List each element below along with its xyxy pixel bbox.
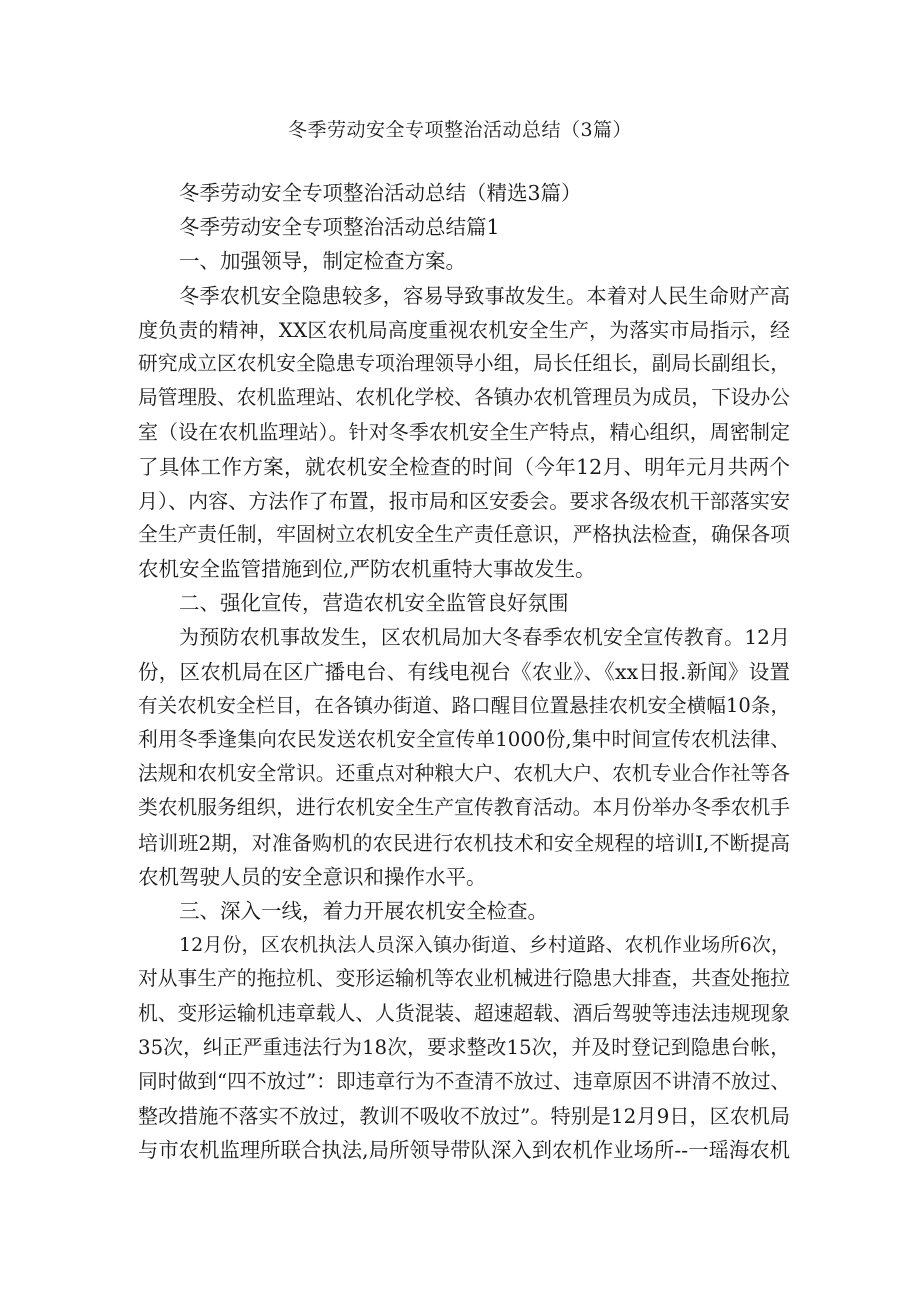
text-line: 冬季农机安全隐患较多，容易导致事故发生。本着对人民生命财产高: [179, 283, 790, 308]
text-line: 有关农机安全栏目，在各镇办街道、路口醒目位置悬挂农机安全横幅10条，: [138, 693, 790, 717]
text-line: 了具体工作方案，就农机安全检查的时间（今年12月、明年元月共两个: [138, 454, 790, 479]
text-line: 研究成立区农机安全隐患专项治理领导小组，局长任组长，副局长副组长，: [138, 351, 790, 375]
text-line: 类农机服务组织，进行农机安全生产宣传教育活动。本月份举办冬季农机手: [138, 796, 790, 820]
text-line: 为预防农机事故发生，区农机局加大冬春季农机安全宣传教育。12月: [179, 625, 790, 650]
document-title: 冬季劳动安全专项整治活动总结（3篇）: [287, 119, 633, 141]
text-line: 与市农机监理所联合执法,局所领导带队深入到农机作业场所--一瑶海农机: [138, 1138, 790, 1163]
text-line: 度负责的精神，XX区农机局高度重视农机安全生产，为落实市局指示，经: [138, 317, 790, 342]
text-line: 利用冬季逢集向农民发送农机安全宣传单1000份,集中时间宣传农机法律、: [138, 728, 790, 751]
text-line: 12月份，区农机执法人员深入镇办街道、乡村道路、农机作业场所6次，: [179, 934, 790, 957]
text-line: 同时做到“四不放过”：即违章行为不查清不放过、违章原因不讲清不放过、: [138, 1069, 791, 1093]
text-line: 机、变形运输机违章载人、人货混装、超速超载、酒后驾驶等违法违规现象: [138, 1001, 790, 1025]
text-line: 培训班2期，对准备购机的农民进行农机技术和安全规程的培训I,不断提高: [138, 830, 790, 855]
text-line: 二、强化宣传，营造农机安全监管良好氛围: [179, 591, 569, 616]
text-line: 三、深入一线，着力开展农机安全检查。: [179, 898, 548, 923]
document-body: [138, 176, 790, 1167]
text-line: 法规和农机安全常识。还重点对种粮大户、农机大户、农机专业合作社等各: [138, 762, 790, 786]
text-line: 整改措施不落实不放过，教训不吸收不放过”。特别是12月9日，区农机局: [138, 1104, 790, 1129]
text-line: 局管理股、农机监理站、农机化学校、各镇办农机管理员为成员，下设办公: [138, 386, 790, 410]
text-line: 一、加强领导，制定检查方案。: [179, 249, 466, 274]
text-line: 室（设在农机监理站）。针对冬季农机安全生产特点，精心组织，周密制定: [138, 420, 790, 445]
text-line: 35次，纠正严重违法行为18次，要求整改15次，并及时登记到隐患台帐，: [138, 1035, 790, 1059]
text-line: 对从事生产的拖拉机、变形运输机等农业机械进行隐患大排查，共查处拖拉: [138, 967, 790, 991]
text-line: 农机驾驶人员的安全意识和操作水平。: [138, 864, 487, 889]
text-line: 冬季劳动安全专项整治活动总结篇1: [179, 215, 500, 240]
text-line: 全生产责任制，牢固树立农机安全生产责任意识，严格执法检查，确保各项: [138, 522, 790, 546]
text-line: 份，区农机局在区广播电台、有线电视台《农业》、《xx日报.新闻》设置: [138, 659, 790, 684]
text-line: 农机安全监管措施到位,严防农机重特大事故发生。: [138, 557, 596, 582]
text-line: 冬季劳动安全专项整治活动总结（精选3篇）: [179, 181, 582, 205]
text-line: 月）、内容、方法作了布置，报市局和区安委会。要求各级农机干部落实安: [138, 488, 790, 513]
